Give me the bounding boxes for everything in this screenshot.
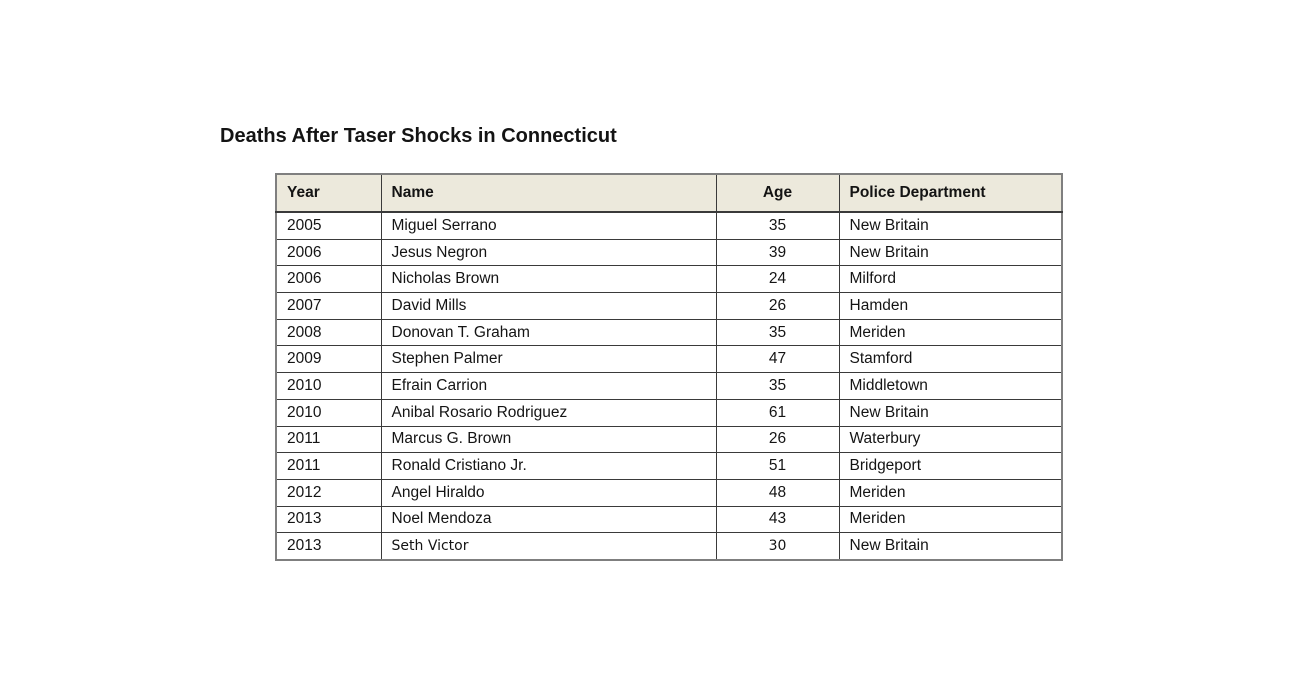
name-cell: Seth Victor <box>381 533 716 560</box>
column-header-name: Name <box>381 174 716 212</box>
table-row <box>276 266 1062 293</box>
department-cell: New Britain <box>839 399 1062 426</box>
name-cell: Nicholas Brown <box>381 266 716 293</box>
year-cell: 2007 <box>276 293 381 320</box>
column-header-age: Age <box>716 174 839 212</box>
name-cell: Efrain Carrion <box>381 373 716 400</box>
name-cell: Donovan T. Graham <box>381 319 716 346</box>
year-cell: 2005 <box>276 212 381 239</box>
name-cell: Marcus G. Brown <box>381 426 716 453</box>
name-cell: Anibal Rosario Rodriguez <box>381 399 716 426</box>
department-cell: Meriden <box>839 319 1062 346</box>
table-row <box>276 479 1062 506</box>
year-cell: 2006 <box>276 239 381 266</box>
department-cell: Middletown <box>839 373 1062 400</box>
age-cell: 39 <box>716 239 839 266</box>
age-cell: 30 <box>716 533 839 560</box>
table-row <box>276 533 1062 560</box>
year-cell: 2006 <box>276 266 381 293</box>
department-cell: Stamford <box>839 346 1062 373</box>
age-cell: 35 <box>716 319 839 346</box>
taser-deaths-table <box>275 173 1063 561</box>
table-row <box>276 239 1062 266</box>
table-row <box>276 399 1062 426</box>
age-cell: 47 <box>716 346 839 373</box>
header-row <box>276 174 1062 212</box>
name-cell: Miguel Serrano <box>381 212 716 239</box>
column-header-department: Police Department <box>839 174 1062 212</box>
table-row <box>276 212 1062 239</box>
table-row <box>276 453 1062 480</box>
year-cell: 2013 <box>276 533 381 560</box>
name-cell: Noel Mendoza <box>381 506 716 533</box>
year-cell: 2013 <box>276 506 381 533</box>
age-cell: 48 <box>716 479 839 506</box>
age-cell: 61 <box>716 399 839 426</box>
table-row <box>276 346 1062 373</box>
year-cell: 2008 <box>276 319 381 346</box>
age-cell: 35 <box>716 373 839 400</box>
age-cell: 51 <box>716 453 839 480</box>
table-row <box>276 373 1062 400</box>
table-row <box>276 319 1062 346</box>
year-cell: 2010 <box>276 373 381 400</box>
department-cell: Bridgeport <box>839 453 1062 480</box>
page-title: Deaths After Taser Shocks in Connecticut <box>220 125 617 147</box>
department-cell: New Britain <box>839 239 1062 266</box>
column-header-year: Year <box>276 174 381 212</box>
table-row <box>276 426 1062 453</box>
name-cell: Ronald Cristiano Jr. <box>381 453 716 480</box>
table-row <box>276 506 1062 533</box>
department-cell: Meriden <box>839 479 1062 506</box>
age-cell: 26 <box>716 426 839 453</box>
table-body <box>276 212 1062 560</box>
name-cell: Stephen Palmer <box>381 346 716 373</box>
year-cell: 2012 <box>276 479 381 506</box>
department-cell: Hamden <box>839 293 1062 320</box>
year-cell: 2010 <box>276 399 381 426</box>
name-cell: Jesus Negron <box>381 239 716 266</box>
age-cell: 24 <box>716 266 839 293</box>
department-cell: Meriden <box>839 506 1062 533</box>
table-header <box>276 174 1062 212</box>
name-cell: Angel Hiraldo <box>381 479 716 506</box>
department-cell: New Britain <box>839 212 1062 239</box>
year-cell: 2011 <box>276 426 381 453</box>
year-cell: 2011 <box>276 453 381 480</box>
name-cell: David Mills <box>381 293 716 320</box>
year-cell: 2009 <box>276 346 381 373</box>
table-row <box>276 293 1062 320</box>
age-cell: 35 <box>716 212 839 239</box>
age-cell: 26 <box>716 293 839 320</box>
department-cell: New Britain <box>839 533 1062 560</box>
age-cell: 43 <box>716 506 839 533</box>
department-cell: Milford <box>839 266 1062 293</box>
department-cell: Waterbury <box>839 426 1062 453</box>
